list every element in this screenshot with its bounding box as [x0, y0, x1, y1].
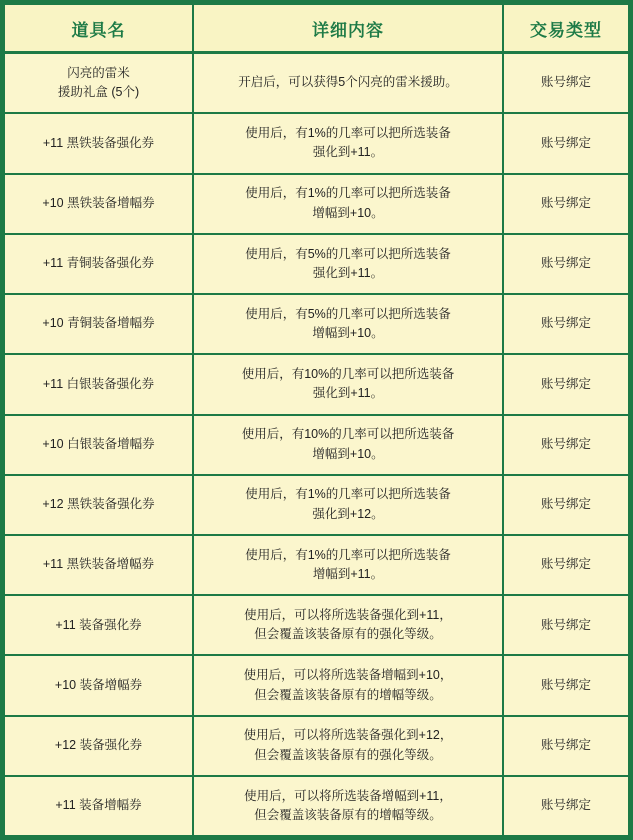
details-line: 使用后，有5%的几率可以把所选装备: [245, 246, 451, 261]
details-line: 使用后，可以将所选装备增幅到+10，: [243, 668, 453, 683]
cell-details: [193, 234, 503, 294]
item-name-line: 援助礼盒 (5个): [57, 85, 140, 100]
table-row: [5, 535, 628, 595]
item-name-line: +10 黑铁装备增幅券: [42, 196, 155, 210]
cell-trade-type: 账号绑定: [503, 716, 628, 776]
cell-item-name: [5, 475, 193, 535]
column-header-trade-type: 交易类型: [503, 5, 628, 53]
cell-trade-type: 账号绑定: [503, 475, 628, 535]
table-row: [5, 53, 628, 114]
cell-trade-type: 账号绑定: [503, 53, 628, 114]
table-header: [5, 5, 628, 53]
details-line: 使用后，有5%的几率可以把所选装备: [245, 306, 451, 321]
cell-item-name: [5, 294, 193, 354]
item-name-line: +11 装备强化券: [55, 617, 142, 632]
details-line: 但会覆盖该装备原有的强化等级。: [254, 747, 442, 762]
details-line: 增幅到+10。: [312, 326, 384, 341]
cell-trade-type: 账号绑定: [503, 294, 628, 354]
cell-item-name: [5, 535, 193, 595]
details-line: 但会覆盖该装备原有的增幅等级。: [254, 687, 442, 702]
cell-trade-type: 账号绑定: [503, 354, 628, 414]
item-name-line: +11 白银装备强化券: [42, 376, 155, 391]
details-line: 使用后，有10%的几率可以把所选装备: [241, 427, 455, 442]
table-row: [5, 354, 628, 414]
item-name-line: +11 黑铁装备强化券: [42, 135, 155, 150]
details-line: 增幅到+10。: [312, 446, 384, 461]
column-header-details: 详细内容: [193, 5, 503, 53]
details-line: 强化到+11。: [312, 265, 384, 280]
item-name-line: +11 黑铁装备增幅券: [42, 557, 155, 572]
table-row: [5, 174, 628, 234]
cell-trade-type: 账号绑定: [503, 776, 628, 835]
cell-details: [193, 415, 503, 475]
item-name-line: +10 白银装备增幅券: [42, 436, 155, 451]
table-row: [5, 294, 628, 354]
details-line: 使用后，有1%的几率可以把所选装备: [245, 487, 451, 502]
table-row: [5, 475, 628, 535]
cell-details: [193, 354, 503, 414]
cell-trade-type: 账号绑定: [503, 655, 628, 715]
cell-trade-type: 账号绑定: [503, 415, 628, 475]
item-name-line: +11 青铜装备强化券: [42, 256, 155, 271]
cell-item-name: [5, 174, 193, 234]
details-line: 使用后，有1%的几率可以把所选装备: [245, 186, 451, 201]
cell-trade-type: 账号绑定: [503, 113, 628, 173]
cell-item-name: [5, 113, 193, 173]
details-line: 但会覆盖该装备原有的强化等级。: [254, 627, 442, 642]
cell-details: [193, 475, 503, 535]
table-body: [5, 53, 628, 836]
table-row: [5, 716, 628, 776]
item-name-line: 闪亮的雷米: [67, 65, 130, 80]
cell-details: [193, 655, 503, 715]
cell-details: [193, 53, 503, 114]
details-line: 使用后，有1%的几率可以把所选装备: [245, 547, 451, 562]
table-header-row: [5, 5, 628, 53]
cell-item-name: [5, 595, 193, 655]
details-line: 使用后，可以将所选装备强化到+11，: [244, 607, 452, 622]
details-line: 强化到+11。: [312, 145, 384, 160]
details-line: 强化到+12。: [312, 506, 384, 521]
cell-item-name: [5, 716, 193, 776]
cell-trade-type: 账号绑定: [503, 535, 628, 595]
column-header-item-name: 道具名: [5, 5, 193, 53]
cell-item-name: [5, 354, 193, 414]
details-line: 使用后，可以将所选装备强化到+12，: [243, 728, 453, 743]
table-row: [5, 655, 628, 715]
details-line: 增幅到+10。: [312, 205, 384, 220]
cell-item-name: [5, 53, 193, 114]
item-name-line: +12 装备强化券: [54, 738, 143, 753]
table-row: [5, 776, 628, 835]
table-row: [5, 113, 628, 173]
item-name-line: +12 黑铁装备强化券: [42, 497, 155, 512]
cell-details: [193, 113, 503, 173]
cell-trade-type: 账号绑定: [503, 595, 628, 655]
details-line: 强化到+11。: [312, 386, 384, 401]
item-name-line: +10 青铜装备增幅券: [42, 316, 155, 331]
cell-item-name: [5, 415, 193, 475]
table-row: [5, 595, 628, 655]
cell-item-name: [5, 776, 193, 835]
cell-trade-type: 账号绑定: [503, 234, 628, 294]
item-name-line: +11 装备增幅券: [55, 798, 142, 813]
details-line: 开启后，可以获得5个闪亮的雷米援助。: [238, 75, 458, 90]
table-row: [5, 415, 628, 475]
cell-details: [193, 174, 503, 234]
cell-details: [193, 776, 503, 835]
cell-trade-type: 账号绑定: [503, 174, 628, 234]
item-table: [5, 5, 628, 835]
details-line: 使用后，有1%的几率可以把所选装备: [245, 126, 451, 141]
cell-item-name: [5, 655, 193, 715]
cell-details: [193, 535, 503, 595]
cell-details: [193, 716, 503, 776]
cell-item-name: [5, 234, 193, 294]
details-line: 增幅到+11。: [312, 567, 384, 582]
item-name-line: +10 装备增幅券: [54, 677, 143, 692]
details-line: 但会覆盖该装备原有的增幅等级。: [254, 807, 442, 822]
cell-details: [193, 294, 503, 354]
details-line: 使用后，有10%的几率可以把所选装备: [241, 367, 455, 382]
cell-details: [193, 595, 503, 655]
table-row: [5, 234, 628, 294]
details-line: 使用后，可以将所选装备增幅到+11，: [244, 788, 452, 803]
